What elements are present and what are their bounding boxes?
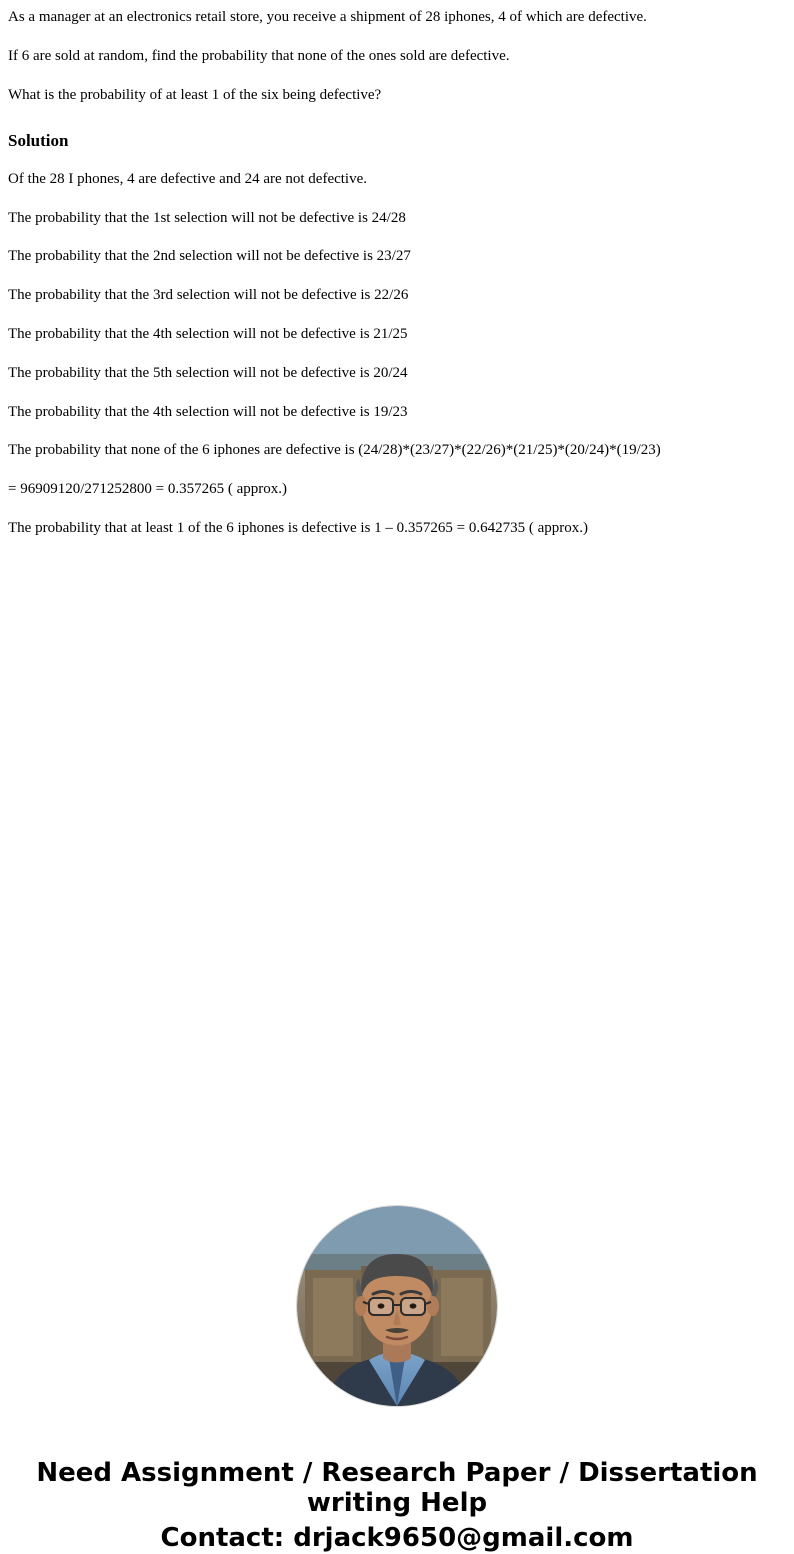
solution-line-7: The probability that the 4th selection will not be defective is 19/23: [8, 403, 408, 420]
author-portrait-image: [297, 1206, 497, 1406]
solution-line-1: Of the 28 I phones, 4 are defective and 24 are not defective.: [8, 170, 368, 187]
solution-line-8: The probability that none of the 6 iphones are defective is (24/28)*(23/27)*(22/26)*(21/25)*(20/24)*(19/23): [8, 442, 661, 459]
problem-line-1: As a manager at an electronics retail store, you receive a shipment of 28 iphones, 4 of which are defective.: [8, 9, 647, 25]
author-photo-container: [8, 1206, 786, 1406]
solution-line-9: = 96909120/271252800 = 0.357265 ( approx.): [8, 481, 287, 498]
promo-headline: Need Assignment / Research Paper / Dissertation writing Help: [36, 1457, 758, 1519]
problem-line-2: If 6 are sold at random, find the probability that none of the ones sold are defective.: [8, 47, 510, 64]
promo-contact: Contact: drjack9650@gmail.com: [160, 1523, 634, 1554]
promo-footer: [8, 1458, 786, 1554]
content-spacer: [8, 558, 786, 1198]
solution-line-6: The probability that the 5th selection will not be defective is 20/24: [8, 364, 408, 381]
solution-line-5: The probability that the 4th selection will not be defective is 21/25: [8, 325, 408, 342]
solution-line-2: The probability that the 1st selection will not be defective is 24/28: [8, 209, 406, 226]
solution-line-10: The probability that at least 1 of the 6 iphones is defective is 1 – 0.357265 = 0.642735 ( approx.): [8, 519, 589, 536]
solution-heading: Solution: [8, 131, 69, 151]
solution-line-3: The probability that the 2nd selection will not be defective is 23/27: [8, 248, 411, 265]
problem-line-3: What is the probability of at least 1 of the six being defective?: [8, 86, 382, 103]
solution-line-4: The probability that the 3rd selection will not be defective is 22/26: [8, 287, 409, 304]
